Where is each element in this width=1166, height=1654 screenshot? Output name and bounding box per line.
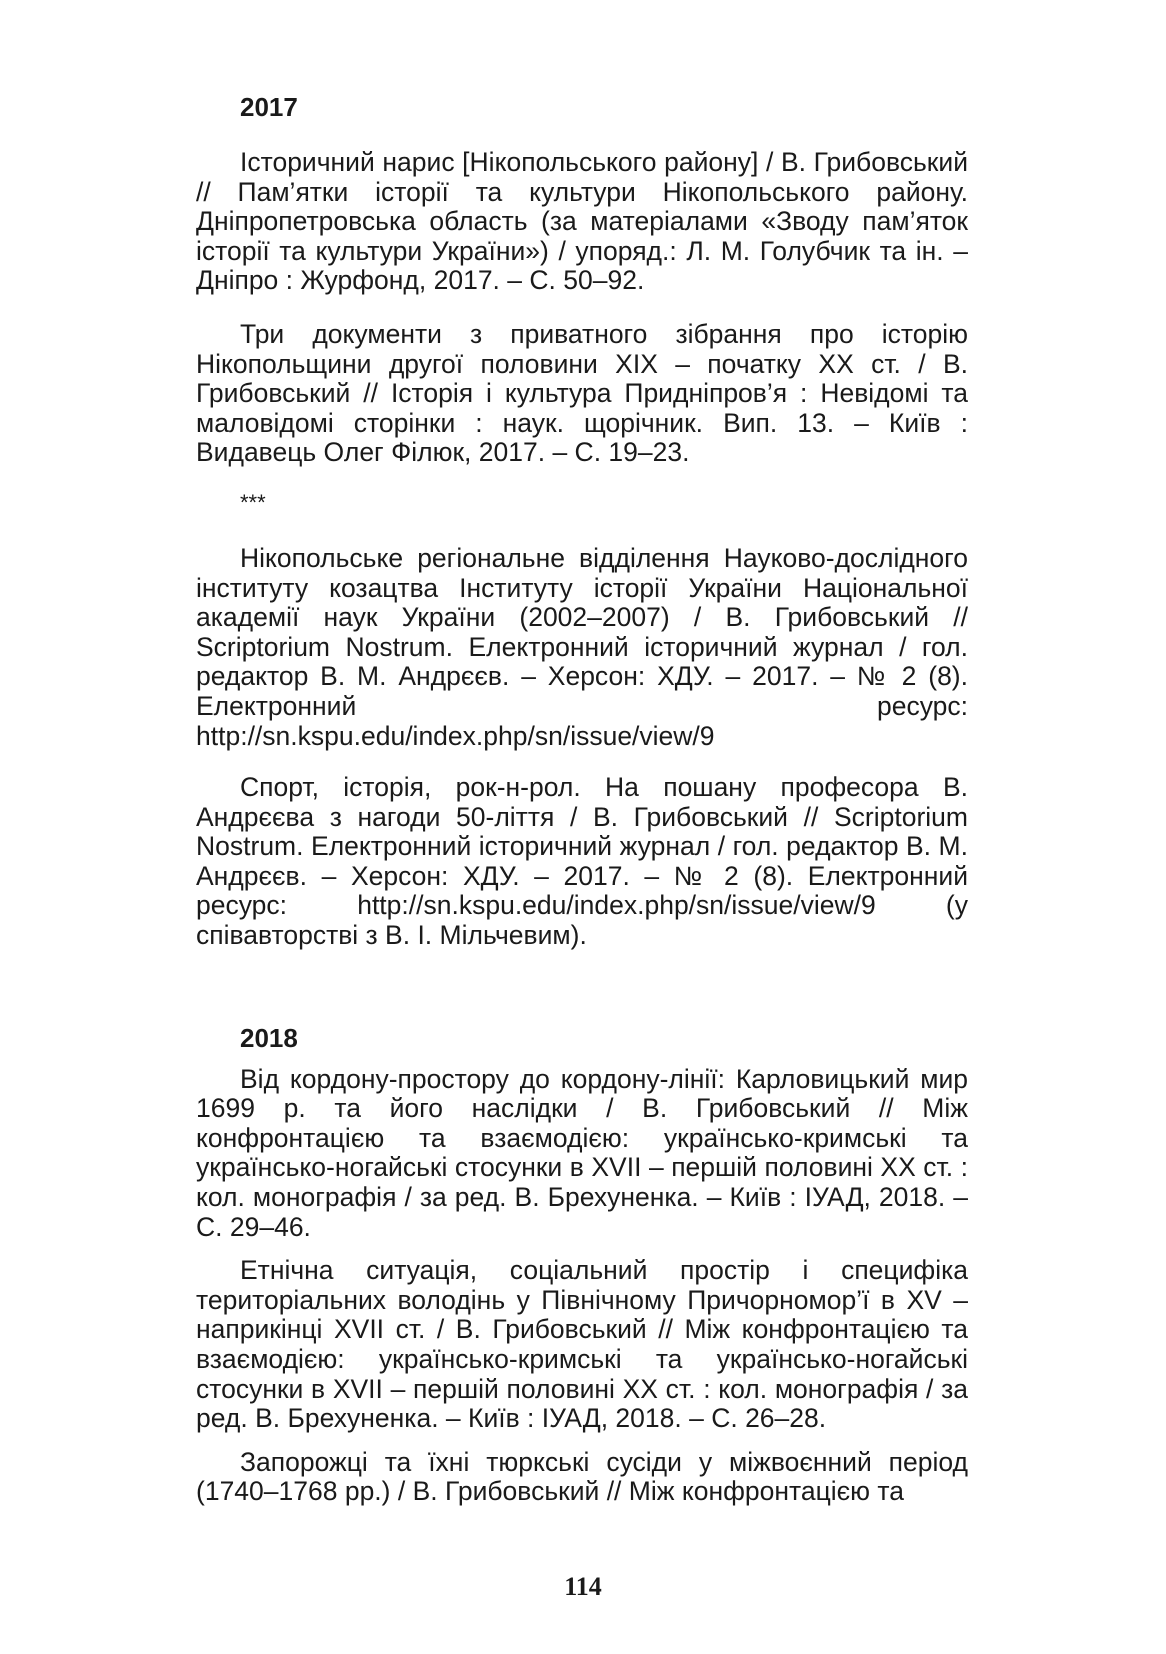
bibliography-entry: Нікопольське регіональне відділення Науково-дослідного інституту козацтва Інституту історії України Національної академії наук України (2002–2007) / В. Грибовський // Scriptorium Nostrum. Електронний історичний журнал / гол. редактор В. М. Андрєєв. – Херсон: ХДУ. – 2017. – № 2 (8). Електронний ресурс: http://sn.kspu.edu/index.php/sn/issue/view/9 (196, 542, 968, 751)
year-heading-2017: 2017 (240, 92, 298, 122)
bibliography-entry: Етнічна ситуація, соціальний простір і специфіка територіальних володінь у Північному Причорномор’ї в XV – наприкінці XVII ст. / В. Грибовський // Між конфронтацією та взаємодією: українсько-кримські та українсько-ногайські стосунки в XVII – першій половині XX ст. : кол. монографія / за ред. В. Брехуненка. – Київ : ІУАД, 2018. – С. 26–28. (196, 1255, 968, 1434)
bibliography-entry: Запорожці та їхні тюркські сусіди у міжвоєнний період (1740–1768 рр.) / В. Грибовський // Між конфронтацією та (196, 1446, 968, 1507)
section-separator: *** (240, 489, 266, 515)
page-body (196, 92, 968, 1507)
bibliography-entry: Історичний нарис [Нікопольського району] / В. Грибовський // Пам’ятки історії та культури Нікопольського району. Дніпропетровська область (за матеріалами «Зводу пам’яток історії та культури України») / упоряд.: Л. М. Голубчик та ін. – Дніпро : Журфонд, 2017. – С. 50–92. (196, 147, 968, 296)
year-heading-2018: 2018 (240, 1022, 298, 1053)
bibliography-entry: Спорт, історія, рок-н-рол. На пошану професора В. Андрєєва з нагоди 50-ліття / В. Грибовський // Scriptorium Nostrum. Електронний історичний журнал / гол. редактор В. М. Андрєєв. – Херсон: ХДУ. – 2017. – № 2 (8). Електронний ресурс: http://sn.kspu.edu/index.php/sn/issue/view/9 (у співавторстві з В. І. Мільчевим). (196, 772, 968, 951)
bibliography-entry: Від кордону-простору до кордону-лінії: Карловицький мир 1699 р. та його наслідки / В. Грибовський // Між конфронтацією та взаємодією: українсько-кримські та українсько-ногайські стосунки в XVII – першій половині XX ст. : кол. монографія / за ред. В. Брехуненка. – Київ : ІУАД, 2018. – С. 29–46. (196, 1063, 968, 1242)
page-number: 114 (564, 1572, 602, 1601)
bibliography-entry: Три документи з приватного зібрання про історію Нікопольщини другої половини XIX – початку XX ст. / В. Грибовський // Історія і культура Придніпров’я : Невідомі та маловідомі сторінки : наук. щорічник. Вип. 13. – Київ : Видавець Олег Філюк, 2017. – С. 19–23. (196, 318, 968, 468)
